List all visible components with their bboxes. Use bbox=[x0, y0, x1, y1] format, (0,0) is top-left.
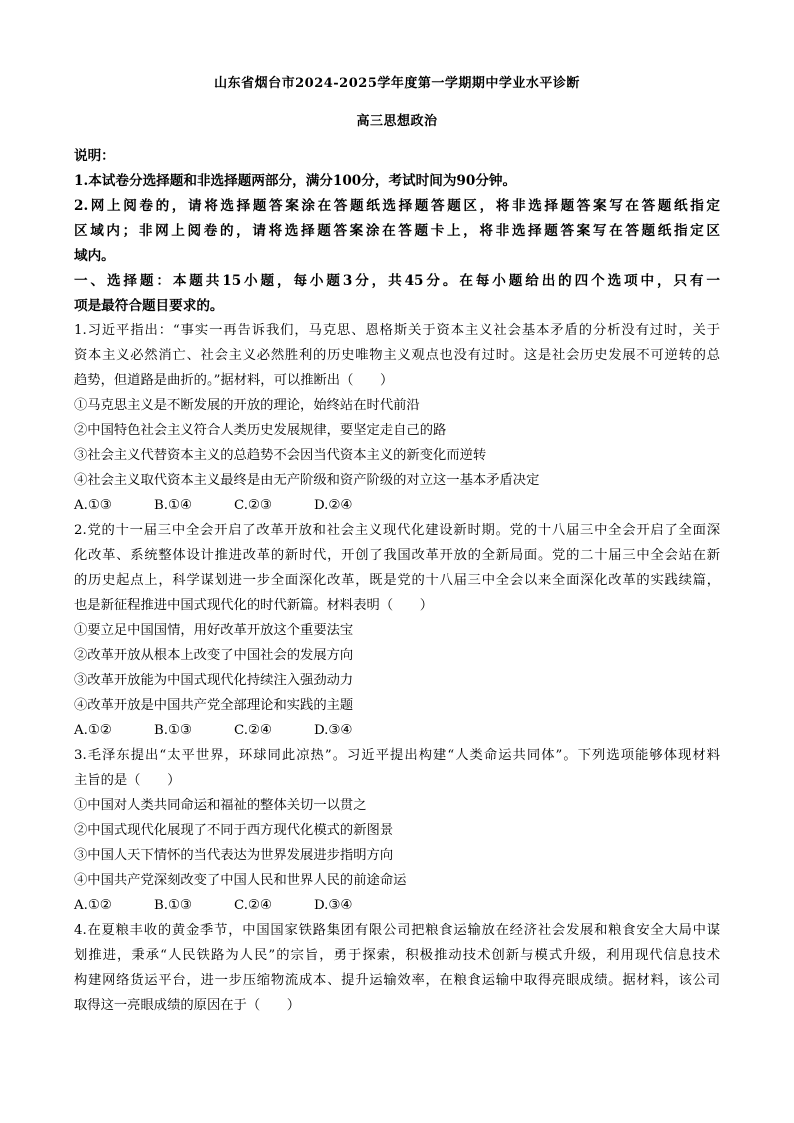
option-c: C.②③ bbox=[234, 498, 272, 513]
option-a: A.①③ bbox=[74, 498, 112, 513]
question-4-stem: 划推进，秉承“人民铁路为人民”的宗旨，勇于探索，积极推动技术创新与模式升级，利用现代信息技术 bbox=[74, 948, 720, 963]
question-3-item: ③中国人天下情怀的当代表达为世界发展进步指明方向 bbox=[74, 848, 394, 863]
question-1-item: ②中国特色社会主义符合人类历史发展规律，要坚定走自己的路 bbox=[74, 423, 447, 438]
question-4-stem: 取得这一亮眼成绩的原因在于（ ） bbox=[74, 998, 301, 1013]
question-1-stem: 资本主义必然消亡、社会主义必然胜利的历史唯物主义观点也没有过时。这是社会历史发展不可逆转的总 bbox=[74, 348, 720, 363]
question-1-stem: 1.习近平指出：“事实一再告诉我们，马克思、恩格斯关于资本主义社会基本矛盾的分析没有过时，关于 bbox=[74, 323, 720, 338]
option-c: C.②④ bbox=[234, 898, 272, 913]
question-3-item: ④中国共产党深刻改变了中国人民和世界人民的前途命运 bbox=[74, 873, 407, 888]
option-a: A.①② bbox=[74, 898, 112, 913]
exam-subtitle: 高三思想政治 bbox=[356, 114, 438, 129]
instruction-line: 2.网上阅卷的，请将选择题答案涂在答题纸选择题答题区，将非选择题答案写在答题纸指定 bbox=[74, 198, 720, 214]
question-2-item: ①要立足中国国情，用好改革开放这个重要法宝 bbox=[74, 623, 354, 638]
question-2-item: ④改革开放是中国共产党全部理论和实践的主题 bbox=[74, 698, 354, 713]
option-d: D.③④ bbox=[314, 898, 353, 913]
instruction-line: 域内。 bbox=[74, 248, 115, 264]
instructions-heading: 说明： bbox=[74, 148, 115, 164]
question-2-item: ②改革开放从根本上改变了中国社会的发展方向 bbox=[74, 648, 354, 663]
question-4-stem: 构建网络货运平台，进一步压缩物流成本、提升运输效率，在粮食运输中取得亮眼成绩。据材料，该公司 bbox=[74, 973, 720, 988]
instruction-line: 区域内；非网上阅卷的，请将选择题答案涂在答题卡上，将非选择题答案写在答题纸指定区 bbox=[74, 223, 720, 239]
question-2-stem: 化改革、系统整体设计推进改革的新时代，开创了我国改革开放的全新局面。党的二十届三中全会站在新 bbox=[74, 548, 720, 563]
question-1-item: ④社会主义取代资本主义最终是由无产阶级和资产阶级的对立这一基本矛盾决定 bbox=[74, 473, 540, 488]
question-1-stem: 趋势，但道路是曲折的。”据材料，可以推断出（ ） bbox=[74, 373, 394, 388]
option-a: A.①② bbox=[74, 723, 112, 738]
instruction-line: 1.本试卷分选择题和非选择题两部分，满分100分，考试时间为90分钟。 bbox=[74, 173, 517, 189]
exam-title: 山东省烟台市2024-2025学年度第一学期期中学业水平诊断 bbox=[214, 76, 580, 91]
section-heading: 项是最符合题目要求的。 bbox=[74, 298, 224, 314]
section-heading: 一、选择题：本题共15小题，每小题3分，共45分。在每小题给出的四个选项中，只有一 bbox=[74, 273, 720, 289]
question-1-item: ①马克思主义是不断发展的开放的理论，始终站在时代前沿 bbox=[74, 398, 420, 413]
question-3-stem: 主旨的是（ ） bbox=[74, 773, 181, 788]
option-d: D.②④ bbox=[314, 498, 353, 513]
option-b: B.①④ bbox=[154, 498, 192, 513]
question-2-item: ③改革开放能为中国式现代化持续注入强劲动力 bbox=[74, 673, 354, 688]
question-2-stem: 的历史起点上，科学谋划进一步全面深化改革，既是党的十八届三中全会以来全面深化改革的实践续篇， bbox=[74, 573, 720, 588]
option-d: D.③④ bbox=[314, 723, 353, 738]
option-b: B.①③ bbox=[154, 723, 192, 738]
question-4-stem: 4.在夏粮丰收的黄金季节，中国国家铁路集团有限公司把粮食运输放在经济社会发展和粮食安全大局中谋 bbox=[74, 923, 720, 938]
question-1-item: ③社会主义代替资本主义的总趋势不会因当代资本主义的新变化而逆转 bbox=[74, 448, 487, 463]
option-b: B.①③ bbox=[154, 898, 192, 913]
question-3-item: ①中国对人类共同命运和福祉的整体关切一以贯之 bbox=[74, 798, 367, 813]
question-2-stem: 也是新征程推进中国式现代化的时代新篇。材料表明（ ） bbox=[74, 598, 434, 613]
option-c: C.②④ bbox=[234, 723, 272, 738]
question-3-item: ②中国式现代化展现了不同于西方现代化模式的新图景 bbox=[74, 823, 394, 838]
question-3-stem: 3.毛泽东提出“太平世界，环球同此凉热”。习近平提出构建“人类命运共同体”。下列选项能够体现材料 bbox=[74, 748, 720, 763]
question-2-stem: 2.党的十一届三中全会开启了改革开放和社会主义现代化建设新时期。党的十八届三中全会开启了全面深 bbox=[74, 523, 720, 538]
